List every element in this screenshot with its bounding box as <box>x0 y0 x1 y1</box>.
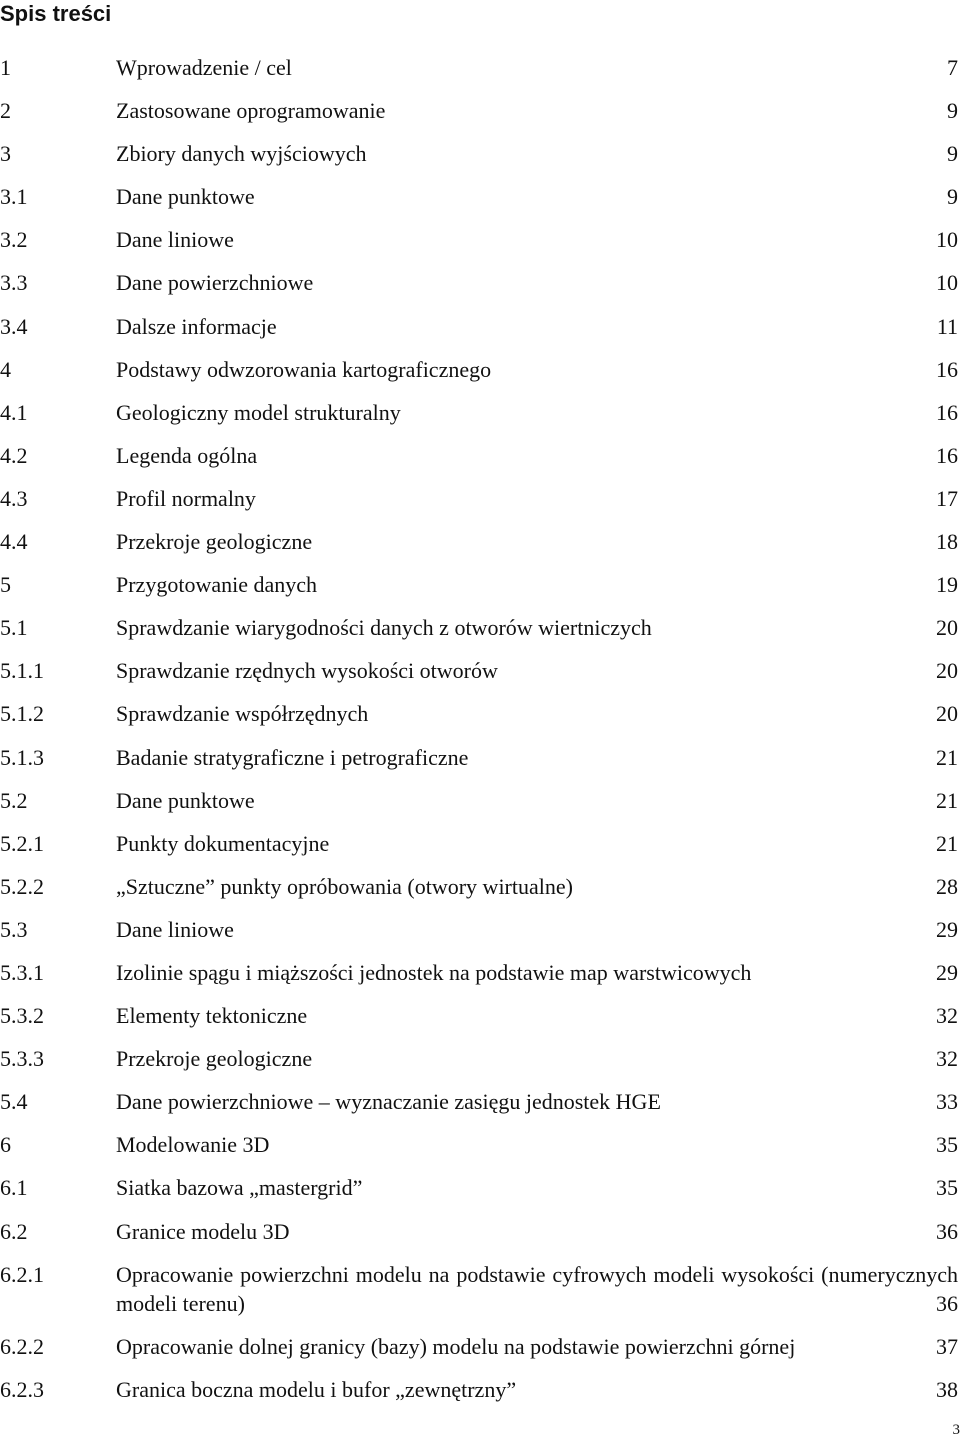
toc-entry[interactable] <box>0 49 958 92</box>
toc-entry-page: 9 <box>947 141 958 167</box>
toc-entry-page: 33 <box>936 1089 958 1115</box>
toc-entry-title: Dane powierzchniowe <box>116 270 314 296</box>
toc-entry-page: 32 <box>936 1003 958 1029</box>
toc-entry-number: 5.2 <box>0 787 28 813</box>
toc-entry-number: 5.1.1 <box>0 658 44 684</box>
toc-entry-number: 6.1 <box>0 1175 28 1201</box>
toc-entry-title: Izolinie spągu i miąższości jednostek na podstawie map warstwicowych <box>116 959 752 985</box>
toc-entry-page: 36 <box>936 1218 958 1244</box>
toc-entry-title: Podstawy odwzorowania kartograficznego <box>116 356 492 382</box>
toc-entry-title: Dalsze informacje <box>116 313 277 339</box>
toc-entry-title: Punkty dokumentacyjne <box>116 830 330 856</box>
toc-entry-page: 9 <box>947 98 958 124</box>
toc-entry-number: 3.4 <box>0 313 28 339</box>
toc-entry-number: 4 <box>0 356 11 382</box>
toc-entry-number: 5.1.2 <box>0 701 44 727</box>
toc-entry-page: 35 <box>936 1175 958 1201</box>
toc-entry-number: 3 <box>0 141 11 167</box>
toc-entry[interactable] <box>0 437 958 480</box>
toc-entry-page: 36 <box>936 1290 958 1316</box>
toc-entry[interactable] <box>0 1083 958 1126</box>
toc-entry-page: 29 <box>936 959 958 985</box>
toc-entry-number: 4.3 <box>0 485 28 511</box>
toc-entry[interactable] <box>0 868 958 911</box>
toc-entry-number: 4.1 <box>0 399 28 425</box>
toc-entry-page: 19 <box>936 572 958 598</box>
toc-entry[interactable] <box>0 911 958 954</box>
toc-entry-title: Siatka bazowa „mastergrid” <box>116 1175 363 1201</box>
toc-entry-title: „Sztuczne” punkty opróbowania (otwory wirtualne) <box>116 873 573 899</box>
toc-entry[interactable] <box>0 997 958 1040</box>
toc-entry-page: 10 <box>936 270 958 296</box>
toc-entry[interactable] <box>0 264 958 307</box>
toc-entry-number: 5.1.3 <box>0 744 44 770</box>
toc-entry-title: Przygotowanie danych <box>116 572 317 598</box>
toc-entry-title: Dane liniowe <box>116 227 234 253</box>
toc-entry[interactable] <box>0 135 958 178</box>
toc-entry-title: Przekroje geologiczne <box>116 529 313 555</box>
toc-entry[interactable] <box>0 825 958 868</box>
toc-entry-number: 3.1 <box>0 184 28 210</box>
toc-entry-page: 16 <box>936 399 958 425</box>
toc-entry-page: 21 <box>936 830 958 856</box>
toc-entry[interactable] <box>0 695 958 738</box>
toc-entry-title: Sprawdzanie współrzędnych <box>116 701 369 727</box>
toc-entry[interactable] <box>0 1213 958 1256</box>
toc-entry[interactable] <box>0 782 958 825</box>
toc-entry[interactable] <box>0 739 958 782</box>
toc-entry-page: 9 <box>947 184 958 210</box>
toc-entry[interactable] <box>0 652 958 695</box>
toc-entry-title: Wprowadzenie / cel <box>116 55 292 80</box>
toc-entry-page: 20 <box>936 658 958 684</box>
toc-entry-page: 29 <box>936 916 958 942</box>
toc-entry[interactable] <box>0 1371 958 1414</box>
toc-entry-title: Przekroje geologiczne <box>116 1046 313 1072</box>
toc-entry-number: 5.3 <box>0 916 28 942</box>
toc-entry-title: Opracowanie powierzchni modelu na podstawie cyfrowych modeli wysokości (numerycznych modeli terenu) <box>116 1261 958 1316</box>
toc-entry-number: 6.2 <box>0 1218 28 1244</box>
toc-entry-number: 6.2.3 <box>0 1376 44 1402</box>
toc-entry-title: Zbiory danych wyjściowych <box>116 141 367 167</box>
toc-entry-title: Dane liniowe <box>116 916 234 942</box>
toc-entry-title: Modelowanie 3D <box>116 1132 270 1158</box>
toc-entry[interactable] <box>0 1040 958 1083</box>
toc-entry-page: 16 <box>936 356 958 382</box>
toc-entry-number: 3.3 <box>0 270 28 296</box>
toc-entry-title: Dane punktowe <box>116 787 255 813</box>
toc-entry-page: 38 <box>936 1376 958 1402</box>
toc-list <box>0 49 958 1414</box>
toc-entry[interactable] <box>0 609 958 652</box>
toc-entry[interactable] <box>0 523 958 566</box>
toc-entry-title: Sprawdzanie rzędnych wysokości otworów <box>116 658 498 684</box>
toc-entry[interactable] <box>0 221 958 264</box>
toc-entry-page: 17 <box>936 485 958 511</box>
toc-entry-title: Granica boczna modelu i bufor „zewnętrzny” <box>116 1376 517 1402</box>
toc-entry-page: 7 <box>947 55 958 80</box>
toc-entry-page: 35 <box>936 1132 958 1158</box>
toc-entry-page: 32 <box>936 1046 958 1072</box>
toc-entry[interactable] <box>0 394 958 437</box>
toc-entry-number: 5.2.1 <box>0 830 44 856</box>
toc-entry-number: 5.3.1 <box>0 959 44 985</box>
toc-entry-page: 10 <box>936 227 958 253</box>
toc-entry-number: 6 <box>0 1132 11 1158</box>
toc-entry-number: 4.4 <box>0 529 28 555</box>
toc-entry-title: Opracowanie dolnej granicy (bazy) modelu na podstawie powierzchni górnej <box>116 1333 796 1359</box>
toc-entry-title: Elementy tektoniczne <box>116 1003 308 1029</box>
toc-entry-title: Dane powierzchniowe – wyznaczanie zasięgu jednostek HGE <box>116 1089 661 1115</box>
toc-entry[interactable] <box>0 308 958 351</box>
toc-entry-number: 5 <box>0 572 11 598</box>
toc-entry-page: 18 <box>936 529 958 555</box>
toc-entry-title: Geologiczny model strukturalny <box>116 399 401 425</box>
toc-entry-number: 5.3.2 <box>0 1003 44 1029</box>
toc-entry[interactable] <box>0 1328 958 1371</box>
toc-entry-page: 37 <box>936 1333 958 1359</box>
toc-entry[interactable] <box>0 178 958 221</box>
toc-entry-page: 21 <box>936 787 958 813</box>
toc-entry-title: Dane punktowe <box>116 184 255 210</box>
toc-entry-title: Sprawdzanie wiarygodności danych z otworów wiertniczych <box>116 615 652 641</box>
toc-entry-number: 2 <box>0 98 11 124</box>
toc-entry-title: Granice modelu 3D <box>116 1218 290 1244</box>
toc-entry-title: Zastosowane oprogramowanie <box>116 98 386 124</box>
toc-entry-number: 5.2.2 <box>0 873 44 899</box>
toc-entry-title: Badanie stratygraficzne i petrograficzne <box>116 744 469 770</box>
toc-entry-title: Profil normalny <box>116 485 256 511</box>
toc-entry-title: Legenda ogólna <box>116 442 258 468</box>
toc-entry[interactable] <box>0 480 958 523</box>
toc-entry-number: 5.4 <box>0 1089 28 1115</box>
toc-entry-page: 11 <box>936 313 958 339</box>
toc-entry-page: 16 <box>936 442 958 468</box>
toc-entry-number: 3.2 <box>0 227 28 253</box>
toc-entry[interactable] <box>0 351 958 394</box>
toc-entry-page: 28 <box>936 873 958 899</box>
toc-entry-page: 21 <box>936 744 958 770</box>
toc-entry[interactable] <box>0 1126 958 1169</box>
toc-entry-number: 5.1 <box>0 615 28 641</box>
toc-entry-number: 6.2.2 <box>0 1333 44 1359</box>
toc-entry[interactable] <box>0 1256 958 1328</box>
toc-entry-number: 6.2.1 <box>0 1261 44 1287</box>
toc-entry-number: 4.2 <box>0 442 28 468</box>
toc-title: Spis treści <box>0 1 112 26</box>
toc-entry-number: 1 <box>0 55 11 80</box>
toc-entry[interactable] <box>0 92 958 135</box>
toc-entry[interactable] <box>0 954 958 997</box>
toc-entry-number: 5.3.3 <box>0 1046 44 1072</box>
toc-entry[interactable] <box>0 1169 958 1212</box>
toc-entry[interactable] <box>0 566 958 609</box>
toc-entry-page: 20 <box>936 701 958 727</box>
toc-entry-page: 20 <box>936 615 958 641</box>
page-number: 3 <box>952 1422 960 1438</box>
